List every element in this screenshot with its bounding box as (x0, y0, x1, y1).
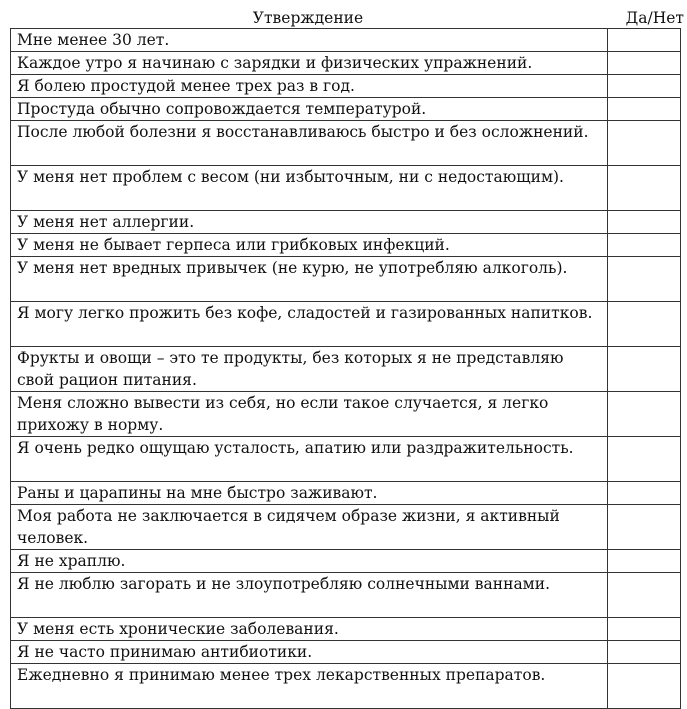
answer-cell[interactable] (608, 505, 681, 550)
questionnaire-table (10, 28, 681, 709)
table-row (11, 234, 681, 257)
table-row (11, 257, 681, 302)
answer-column-header: Да/Нет (625, 9, 684, 27)
answer-cell[interactable] (608, 166, 681, 211)
table-row (11, 121, 681, 166)
table-row (11, 347, 681, 392)
statement-cell: У меня не бывает герпеса или грибковых инфекций. (11, 234, 608, 257)
table-row (11, 98, 681, 121)
table-row (11, 166, 681, 211)
statement-cell: Я не храплю. (11, 550, 608, 573)
table-header (0, 7, 687, 29)
answer-cell[interactable] (608, 302, 681, 347)
table-row (11, 211, 681, 234)
answer-cell[interactable] (608, 121, 681, 166)
statement-cell: Я не часто принимаю антибиотики. (11, 641, 608, 664)
table-row (11, 664, 681, 709)
table-row (11, 392, 681, 437)
answer-cell[interactable] (608, 664, 681, 709)
statement-cell: Мне менее 30 лет. (11, 29, 608, 52)
statement-cell: После любой болезни я восстанавливаюсь быстро и без осложнений. (11, 121, 608, 166)
statement-cell: Я очень редко ощущаю усталость, апатию или раздражительность. (11, 437, 608, 482)
table-row (11, 550, 681, 573)
table-row (11, 641, 681, 664)
answer-cell[interactable] (608, 573, 681, 618)
answer-cell[interactable] (608, 392, 681, 437)
statement-cell: Простуда обычно сопровождается температурой. (11, 98, 608, 121)
table-row (11, 437, 681, 482)
table-row (11, 75, 681, 98)
statement-cell: Ежедневно я принимаю менее трех лекарственных препаратов. (11, 664, 608, 709)
statement-cell: Я болею простудой менее трех раз в год. (11, 75, 608, 98)
answer-cell[interactable] (608, 234, 681, 257)
answer-cell[interactable] (608, 550, 681, 573)
statement-cell: У меня нет аллергии. (11, 211, 608, 234)
statement-cell: У меня нет вредных привычек (не курю, не употребляю алкоголь). (11, 257, 608, 302)
answer-cell[interactable] (608, 52, 681, 75)
answer-cell[interactable] (608, 618, 681, 641)
table-row (11, 573, 681, 618)
table-row (11, 505, 681, 550)
statement-cell: Фрукты и овощи – это те продукты, без которых я не представляю свой рацион питания. (11, 347, 608, 392)
statement-cell: Я могу легко прожить без кофе, сладостей и газированных напитков. (11, 302, 608, 347)
answer-cell[interactable] (608, 98, 681, 121)
table-row (11, 52, 681, 75)
table-row (11, 618, 681, 641)
statement-cell: Меня сложно вывести из себя, но если такое случается, я легко прихожу в норму. (11, 392, 608, 437)
table-row (11, 29, 681, 52)
answer-cell[interactable] (608, 641, 681, 664)
answer-cell[interactable] (608, 29, 681, 52)
statement-column-header: Утверждение (252, 9, 364, 27)
answer-cell[interactable] (608, 437, 681, 482)
answer-cell[interactable] (608, 257, 681, 302)
answer-cell[interactable] (608, 347, 681, 392)
table-row (11, 302, 681, 347)
answer-cell[interactable] (608, 482, 681, 505)
statement-cell: У меня есть хронические заболевания. (11, 618, 608, 641)
statement-cell: Каждое утро я начинаю с зарядки и физических упражнений. (11, 52, 608, 75)
statement-cell: У меня нет проблем с весом (ни избыточным, ни с недостающим). (11, 166, 608, 211)
answer-cell[interactable] (608, 211, 681, 234)
statement-cell: Раны и царапины на мне быстро заживают. (11, 482, 608, 505)
answer-cell[interactable] (608, 75, 681, 98)
table-row (11, 482, 681, 505)
statement-cell: Моя работа не заключается в сидячем образе жизни, я активный человек. (11, 505, 608, 550)
statement-cell: Я не люблю загорать и не злоупотребляю солнечными ваннами. (11, 573, 608, 618)
